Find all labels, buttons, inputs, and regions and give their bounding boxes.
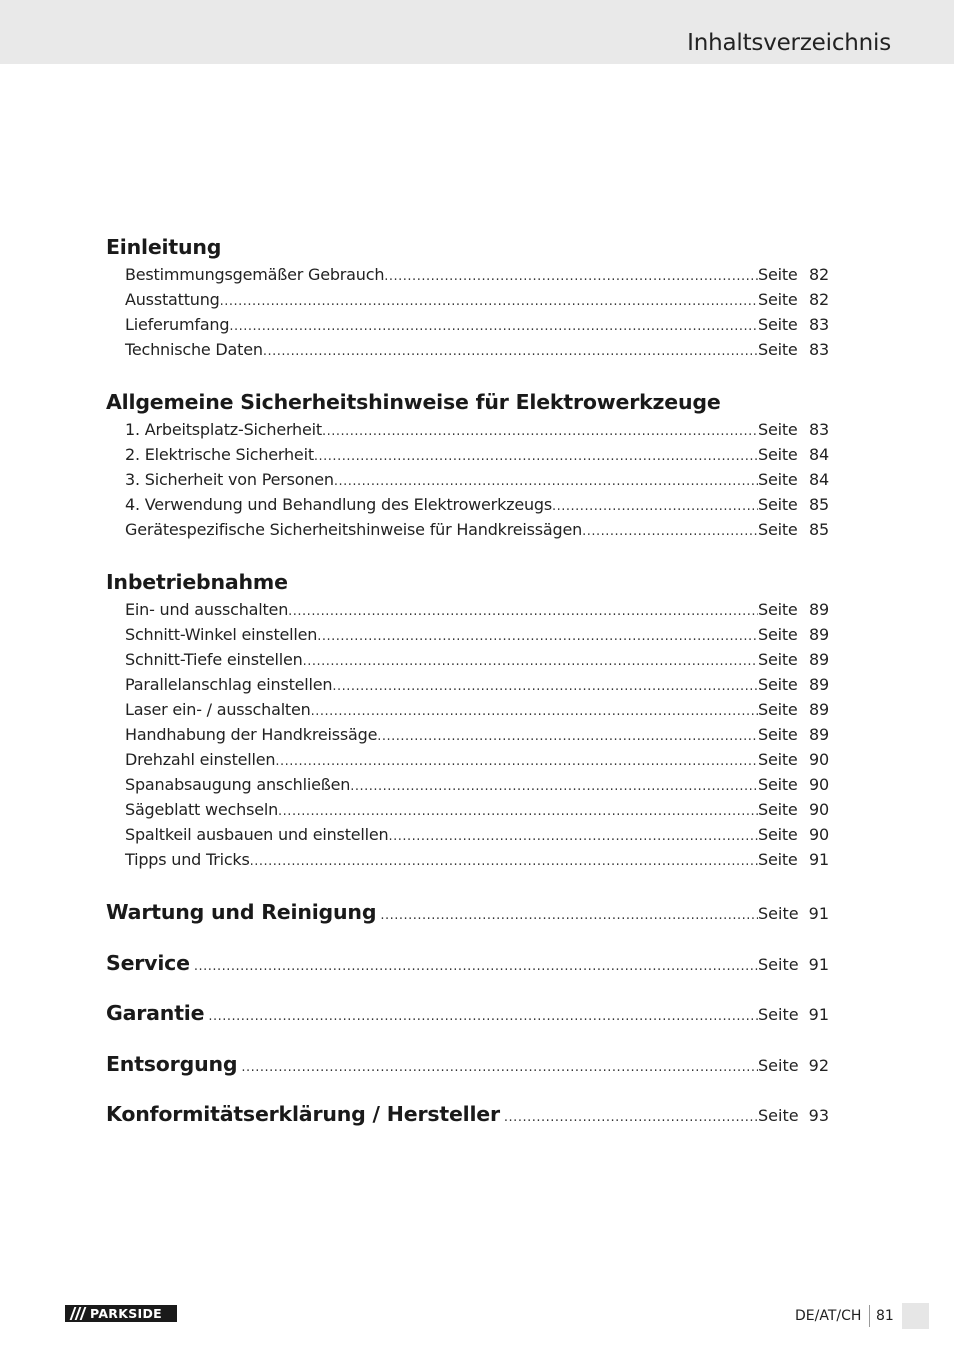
brand-name: PARKSIDE — [90, 1306, 162, 1321]
toc-entry[interactable]: Spaltkeil ausbauen und einstellen ..... Seite 90 — [106, 822, 829, 847]
footer-divider — [869, 1305, 870, 1327]
toc-entry[interactable]: Bestimmungsgemäßer Gebrauch ..... Seite 82 — [106, 262, 829, 287]
toc-entry[interactable]: Lieferumfang ..... Seite 83 — [106, 312, 829, 337]
section-heading-sicherheitshinweise: Allgemeine Sicherheitshinweise für Elektrowerkzeuge — [106, 390, 721, 414]
footer-language: DE/AT/CH — [795, 1308, 862, 1324]
toc-entry[interactable]: Ausstattung ..... Seite 82 — [106, 287, 829, 312]
toc-entry[interactable]: Spanabsaugung anschließen ..... Seite 90 — [106, 772, 829, 797]
section-heading-inbetriebnahme: Inbetriebnahme — [106, 570, 288, 594]
footer-tab-marker — [902, 1303, 929, 1329]
logo-stripes-icon — [68, 1305, 88, 1322]
toc-main-entry-service[interactable]: Service ..... Seite 91 — [106, 948, 829, 978]
toc-main-entry-garantie[interactable]: Garantie ..... Seite 91 — [106, 998, 829, 1028]
toc-entry[interactable]: Drehzahl einstellen ..... Seite 90 — [106, 747, 829, 772]
parkside-logo — [65, 1305, 177, 1322]
page-title: Inhaltsverzeichnis — [687, 30, 891, 56]
table-of-contents — [106, 232, 829, 1129]
toc-entry[interactable]: 2. Elektrische Sicherheit ..... Seite 84 — [106, 442, 829, 467]
toc-entry[interactable]: Gerätespezifische Sicherheitshinweise für Handkreissägen ..... Seite 85 — [106, 517, 829, 542]
toc-entry[interactable]: Tipps und Tricks ..... Seite 91 — [106, 847, 829, 872]
toc-entry[interactable]: Parallelanschlag einstellen ..... Seite 89 — [106, 672, 829, 697]
toc-entry[interactable]: Sägeblatt wechseln ..... Seite 90 — [106, 797, 829, 822]
toc-main-entry-entsorgung[interactable]: Entsorgung ..... Seite 92 — [106, 1049, 829, 1079]
toc-entry[interactable]: 4. Verwendung und Behandlung des Elektrowerkzeugs ..... Seite 85 — [106, 492, 829, 517]
toc-entry[interactable]: 3. Sicherheit von Personen ..... Seite 84 — [106, 467, 829, 492]
toc-entry[interactable]: 1. Arbeitsplatz-Sicherheit ..... Seite 83 — [106, 417, 829, 442]
toc-entry[interactable]: Schnitt-Winkel einstellen ..... Seite 89 — [106, 622, 829, 647]
section-heading-einleitung: Einleitung — [106, 235, 222, 259]
toc-entry[interactable]: Handhabung der Handkreissäge ..... Seite 89 — [106, 722, 829, 747]
toc-entry[interactable]: Technische Daten ..... Seite 83 — [106, 337, 829, 362]
toc-main-entry-wartung[interactable]: Wartung und Reinigung ..... Seite 91 — [106, 897, 829, 927]
toc-entry[interactable]: Laser ein- / ausschalten ..... Seite 89 — [106, 697, 829, 722]
toc-entry[interactable]: Schnitt-Tiefe einstellen ..... Seite 89 — [106, 647, 829, 672]
footer-page-number: 81 — [876, 1308, 894, 1324]
toc-entry[interactable]: Ein- und ausschalten ..... Seite 89 — [106, 597, 829, 622]
toc-main-entry-konformitaet[interactable]: Konformitätserklärung / Hersteller ..... Seite 93 — [106, 1099, 829, 1129]
